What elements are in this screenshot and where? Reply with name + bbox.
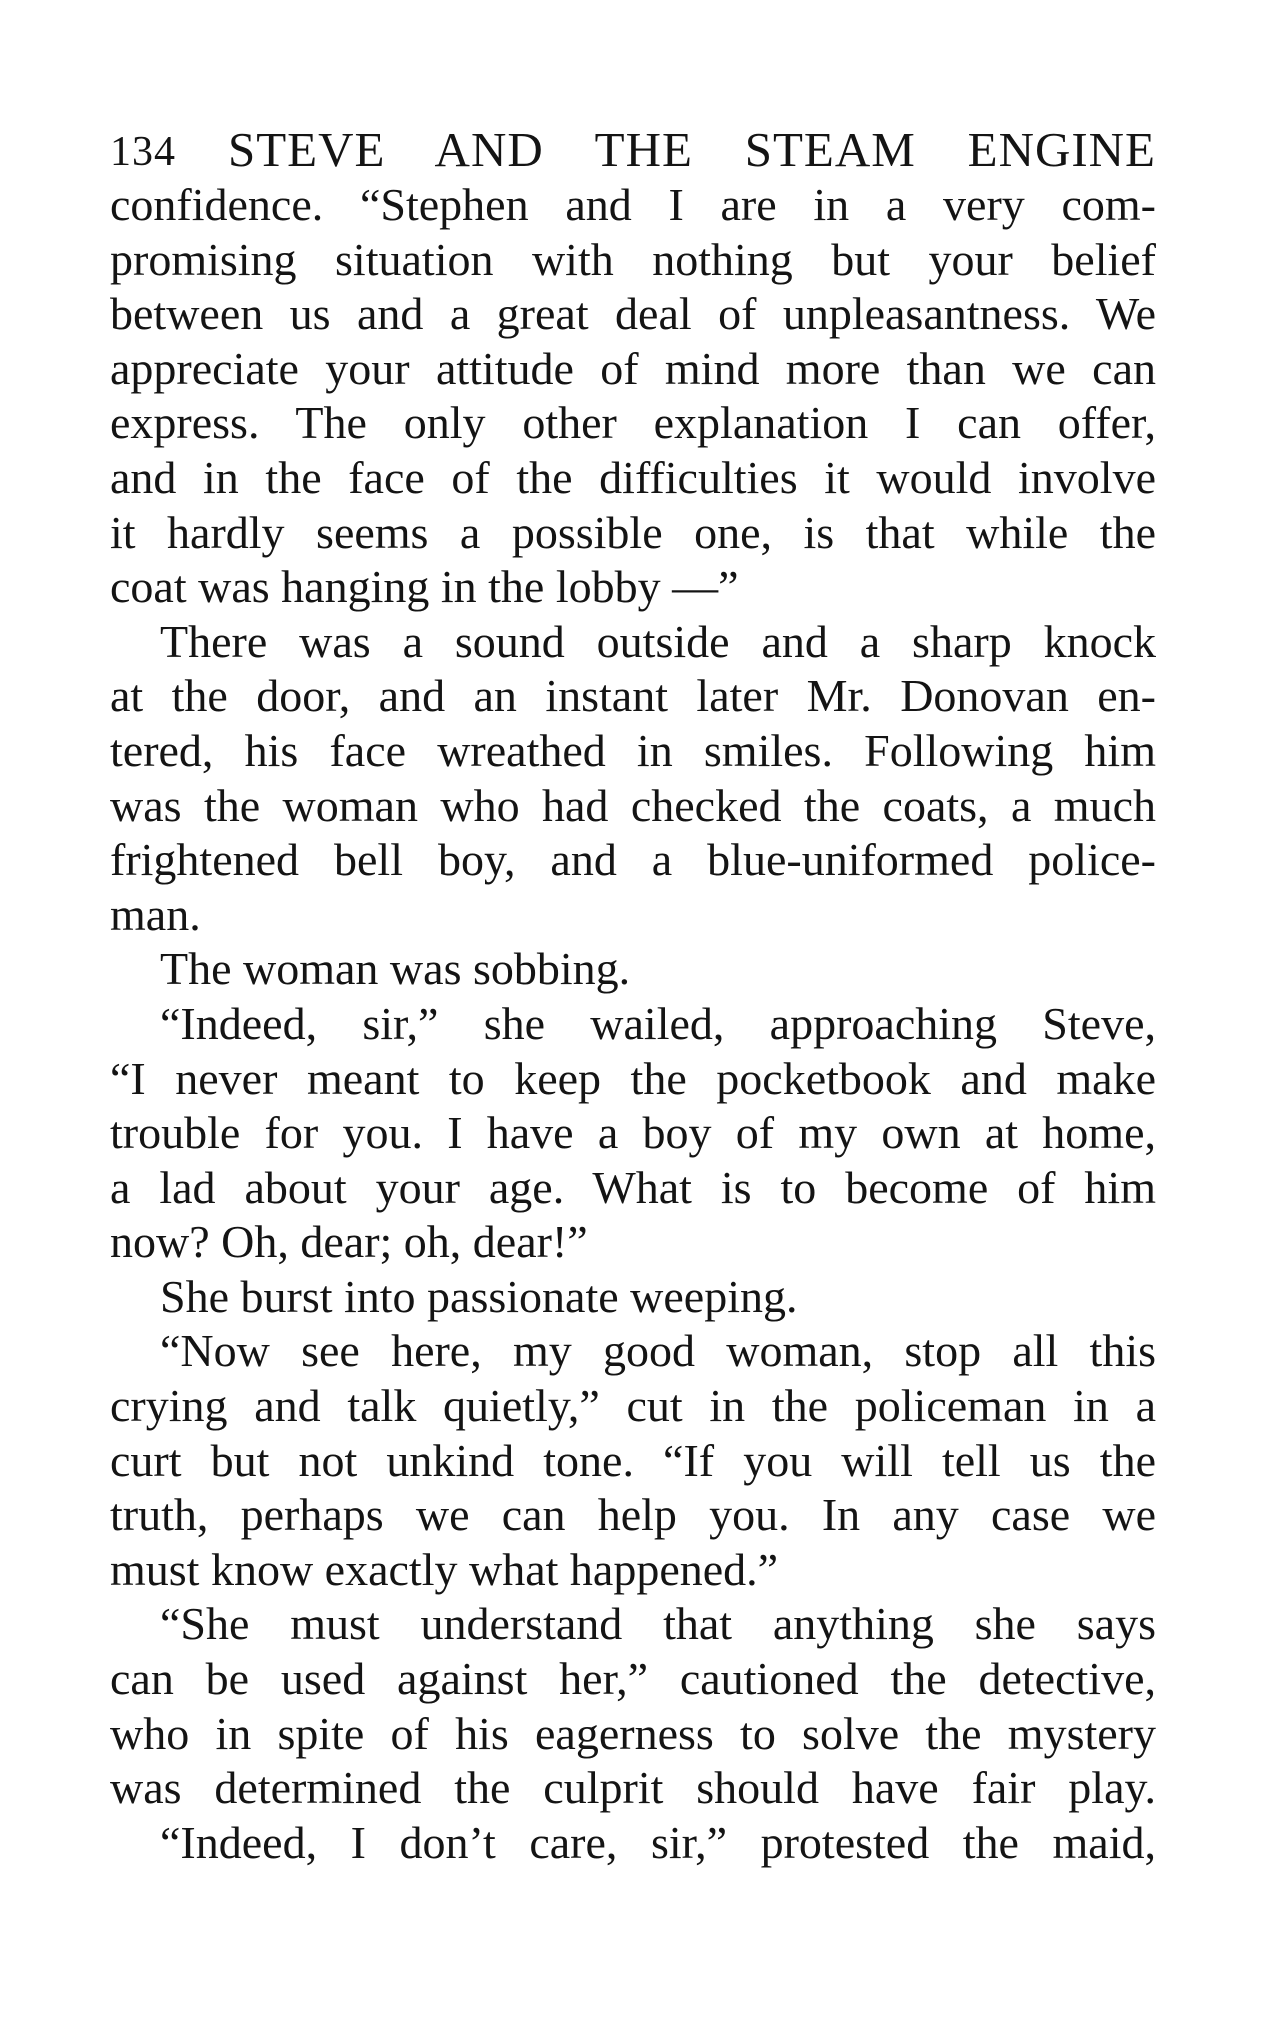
text-line: it hardly seems a possible one, is that while the	[110, 506, 1156, 558]
text-line: crying and talk quietly,” cut in the policeman in a	[110, 1380, 1156, 1432]
text-line: There was a sound outside and a sharp knock	[160, 615, 1156, 667]
text-line: curt but not unkind tone. “If you will tell us the	[110, 1434, 1156, 1486]
text-line: truth, perhaps we can help you. In any case we	[110, 1489, 1156, 1541]
text-line: now? Oh, dear; oh, dear!”	[110, 1216, 588, 1268]
text-line: between us and a great deal of unpleasantness. We	[110, 288, 1156, 340]
book-page	[110, 120, 1156, 1870]
text-line: at the door, and an instant later Mr. Donovan en-	[110, 670, 1156, 722]
text-line: promising situation with nothing but your belief	[110, 233, 1156, 285]
running-title: STEVE AND THE STEAM ENGINE	[228, 122, 1156, 177]
text-line: was determined the culprit should have fair play.	[110, 1762, 1156, 1814]
text-line: man.	[110, 888, 201, 940]
text-line: “I never meant to keep the pocketbook and make	[110, 1052, 1156, 1104]
text-line: and in the face of the difficulties it would involve	[110, 451, 1156, 503]
text-line: She burst into passionate weeping.	[160, 1270, 798, 1322]
text-line: who in spite of his eagerness to solve the mystery	[110, 1707, 1156, 1759]
text-line: must know exactly what happened.”	[110, 1543, 779, 1595]
text-line: The woman was sobbing.	[160, 943, 631, 995]
text-line: frightened bell boy, and a blue-uniformed police-	[110, 834, 1156, 886]
text-line: confidence. “Stephen and I are in a very com-	[110, 179, 1156, 230]
text-line: “Indeed, I don’t care, sir,” protested the maid,	[160, 1816, 1156, 1868]
text-line: “Now see here, my good woman, stop all this	[160, 1325, 1156, 1377]
text-line: trouble for you. I have a boy of my own at home,	[110, 1107, 1156, 1159]
text-line: “She must understand that anything she says	[160, 1598, 1156, 1650]
text-line: express. The only other explanation I can offer,	[110, 397, 1156, 449]
text-line: can be used against her,” cautioned the detective,	[110, 1653, 1156, 1705]
running-head	[110, 120, 1156, 180]
text-line: coat was hanging in the lobby —”	[110, 561, 739, 613]
text-line: tered, his face wreathed in smiles. Following him	[110, 724, 1156, 776]
body-text	[110, 178, 1156, 1870]
text-line: appreciate your attitude of mind more than we can	[110, 342, 1156, 394]
text-line: a lad about your age. What is to become of him	[110, 1161, 1156, 1213]
text-line: was the woman who had checked the coats, a much	[110, 779, 1156, 831]
page-number: 134	[110, 129, 176, 175]
text-line: “Indeed, sir,” she wailed, approaching Steve,	[160, 997, 1156, 1049]
